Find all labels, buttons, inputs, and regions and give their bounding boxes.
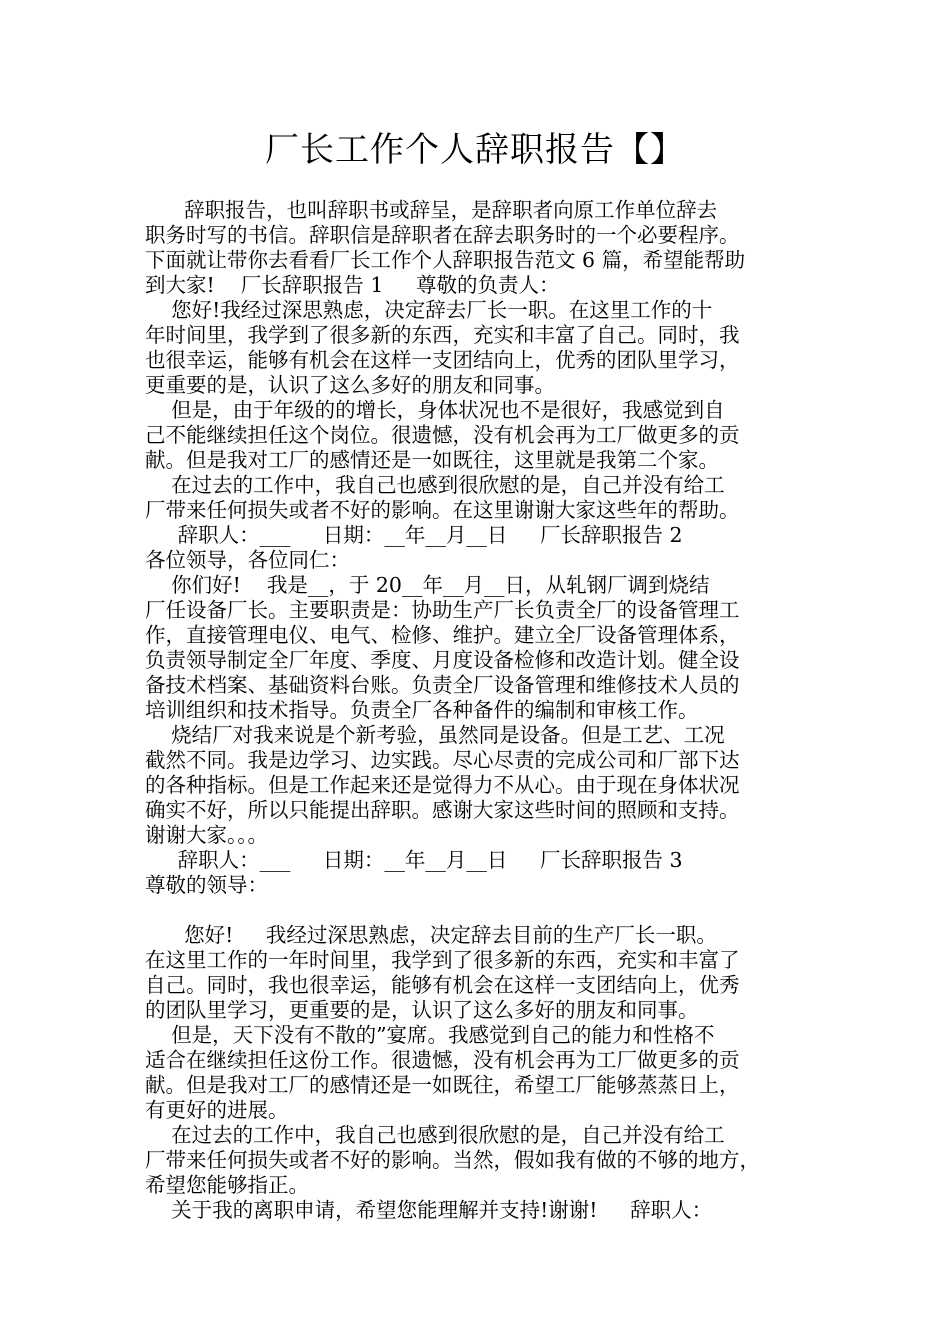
text-line: 您好!我经过深思熟虑，决定辞去厂长一职。在这里工作的十 [145, 298, 713, 322]
text-line: 烧结厂对我来说是个新考验，虽然同是设备。但是工艺、工况 [145, 723, 725, 747]
text-line: 希望您能够指正。 [145, 1173, 309, 1197]
text-line: 辞职报告，也叫辞职书或辞呈，是辞职者向原工作单位辞去 [145, 198, 718, 222]
text-line: 培训组织和技术指导。负责全厂各种备件的编制和审核工作。 [145, 698, 699, 722]
text-line: 献。但是我对工厂的感情还是一如既往，希望工厂能够蒸蒸日上， [145, 1073, 740, 1097]
text-line: 你们好! 我是__，于 20__年__月__日，从轧钢厂调到烧结 [145, 573, 710, 597]
text-line: 适合在继续担任这份工作。很遗憾，没有机会再为工厂做更多的贡 [145, 1048, 740, 1072]
text-line: 也很幸运，能够有机会在这样一支团结向上，优秀的团队里学习， [145, 348, 740, 372]
text-line: 尊敬的领导： [145, 873, 268, 897]
text-line: 关于我的离职申请，希望您能理解并支持!谢谢! 辞职人： [145, 1198, 713, 1222]
text-line: 谢谢大家。。。 [145, 823, 268, 847]
text-line: 到大家! 厂长辞职报告 1 尊敬的负责人： [145, 273, 560, 297]
text-line: 在过去的工作中，我自己也感到很欣慰的是，自己并没有给工 [145, 473, 725, 497]
text-line: 年时间里，我学到了很多新的东西，充实和丰富了自己。同时，我 [145, 323, 740, 347]
text-line: 厂带来任何损失或者不好的影响。当然，假如我有做的不够的地方， [145, 1148, 760, 1172]
text-line: 在这里工作的一年时间里，我学到了很多新的东西，充实和丰富了 [145, 948, 740, 972]
text-line: 的团队里学习，更重要的是，认识了这么多好的朋友和同事。 [145, 998, 699, 1022]
text-line: 备技术档案、基础资料台账。负责全厂设备管理和维修技术人员的 [145, 673, 740, 697]
document-body [145, 198, 835, 1223]
text-line: 的各种指标。但是工作起来还是觉得力不从心。由于现在身体状况 [145, 773, 740, 797]
text-line: 辞职人：___ 日期：__年__月__日 厂长辞职报告 2 [145, 523, 683, 547]
document-title: 厂长工作个人辞职报告【】 [265, 130, 685, 170]
text-line: 更重要的是，认识了这么多好的朋友和同事。 [145, 373, 555, 397]
text-line: 负责领导制定全厂年度、季度、月度设备检修和改造计划。健全设 [145, 648, 740, 672]
text-line: 自己。同时，我也很幸运，能够有机会在这样一支团结向上，优秀 [145, 973, 740, 997]
blank-line [145, 898, 835, 923]
text-line: 确实不好，所以只能提出辞职。感谢大家这些时间的照顾和支持。 [145, 798, 740, 822]
text-line: 有更好的进展。 [145, 1098, 289, 1122]
text-line: 厂任设备厂长。主要职责是：协助生产厂长负责全厂的设备管理工 [145, 598, 740, 622]
text-line: 各位领导，各位同仁： [145, 548, 350, 572]
text-line: 作，直接管理电仪、电气、检修、维护。建立全厂设备管理体系， [145, 623, 740, 647]
text-line: 厂带来任何损失或者不好的影响。在这里谢谢大家这些年的帮助。 [145, 498, 740, 522]
text-line: 己不能继续担任这个岗位。很遗憾，没有机会再为工厂做更多的贡 [145, 423, 740, 447]
text-line: 但是，天下没有不散的”宴席。我感觉到自己的能力和性格不 [145, 1023, 715, 1047]
text-line: 下面就让带你去看看厂长工作个人辞职报告范文 6 篇，希望能帮助 [145, 248, 746, 272]
text-line: 但是，由于年级的的增长，身体状况也不是很好，我感觉到自 [145, 398, 725, 422]
text-line: 职务时写的书信。辞职信是辞职者在辞去职务时的一个必要程序。 [145, 223, 740, 247]
text-line: 辞职人：___ 日期：__年__月__日 厂长辞职报告 3 [145, 848, 683, 872]
text-line: 献。但是我对工厂的感情还是一如既往，这里就是我第二个家。 [145, 448, 719, 472]
text-line: 截然不同。我是边学习、边实践。尽心尽责的完成公司和厂部下达 [145, 748, 740, 772]
text-line: 在过去的工作中，我自己也感到很欣慰的是，自己并没有给工 [145, 1123, 725, 1147]
text-line: 您好! 我经过深思熟虑，决定辞去目前的生产厂长一职。 [145, 923, 717, 947]
